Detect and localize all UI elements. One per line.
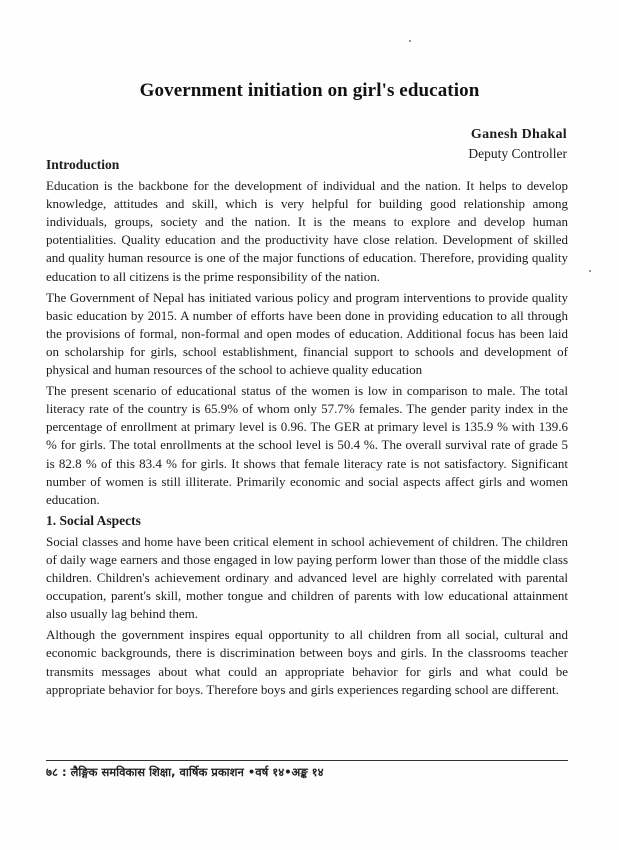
scan-speck [589, 270, 591, 272]
paragraph: Social classes and home have been critical element in school achievement of children. The children of daily wage earners and those engaged in low paying perform lower than those of the middle class children. Children's achievement ordinary and advanced level are highly correlated with parental occupation, parent's skill, mother tongue and children of parents with low educational attainment also usually lag behind them. [46, 533, 568, 622]
scan-speck [409, 40, 411, 42]
section-heading: 1. Social Aspects [46, 512, 141, 528]
paragraph: Although the government inspires equal opportunity to all children from all social, cultural and economic backgrounds, there is discrimination between boys and girls. In the classrooms teacher transmits messages about what could an appropriate behavior for girls and what could be appropriate behavior for boys. Therefore boys and girls experiences regarding school are different. [46, 627, 568, 697]
author-role: Deputy Controller [468, 146, 567, 161]
section-social-aspects [46, 512, 568, 699]
section-heading: Introduction [46, 157, 120, 172]
author-name: Ganesh Dhakal [470, 127, 567, 142]
footer-divider [46, 760, 568, 761]
paragraph: The Government of Nepal has initiated various policy and program interventions to provide quality basic education by 2015. A number of efforts have been done in providing education to all through the provisions of formal, non-formal and open modes of education. Additional focus has been laid on scholarship for girls, school establishment, financial support to schools and development of physical and human resources of the school to achieve quality education [46, 289, 568, 378]
article-body [46, 156, 568, 702]
paragraph: The present scenario of educational status of the women is low in comparison to male. The total literacy rate of the country is 65.9% of whom only 57.7% females. The gender parity index in the percentage of enrollment at primary level is 0.96. The GER at primary level is 135.9 % with 139.6 % for girls. The total enrollments at the school level is 50.4 %. The overall survival rate of grade 5 is 82.8 % of this 83.4 % for girls. It shows that female literacy rate is not satisfactory. Significant number of women is still illiterate. Primarily economic and social aspects affect girls and women education. [46, 383, 568, 507]
page-title: Government initiation on girl's education [139, 80, 480, 101]
page-footer: ७८ : लैङ्गिक समविकास शिक्षा, वार्षिक प्रकाशन •वर्ष १४•अङ्क १४ [46, 765, 324, 779]
section-introduction [46, 156, 568, 509]
paragraph: Education is the backbone for the development of individual and the nation. It helps to develop knowledge, attitudes and skill, which is very helpful for building good relationship among individuals, groups, society and the nation. It is the means to explore and develop human potentialities. Quality education and the productivity have close relation. Development of skilled and quality human resource is one of the major functions of education. Therefore, providing quality education to all citizens is the prime responsibility of the nation. [46, 178, 568, 284]
